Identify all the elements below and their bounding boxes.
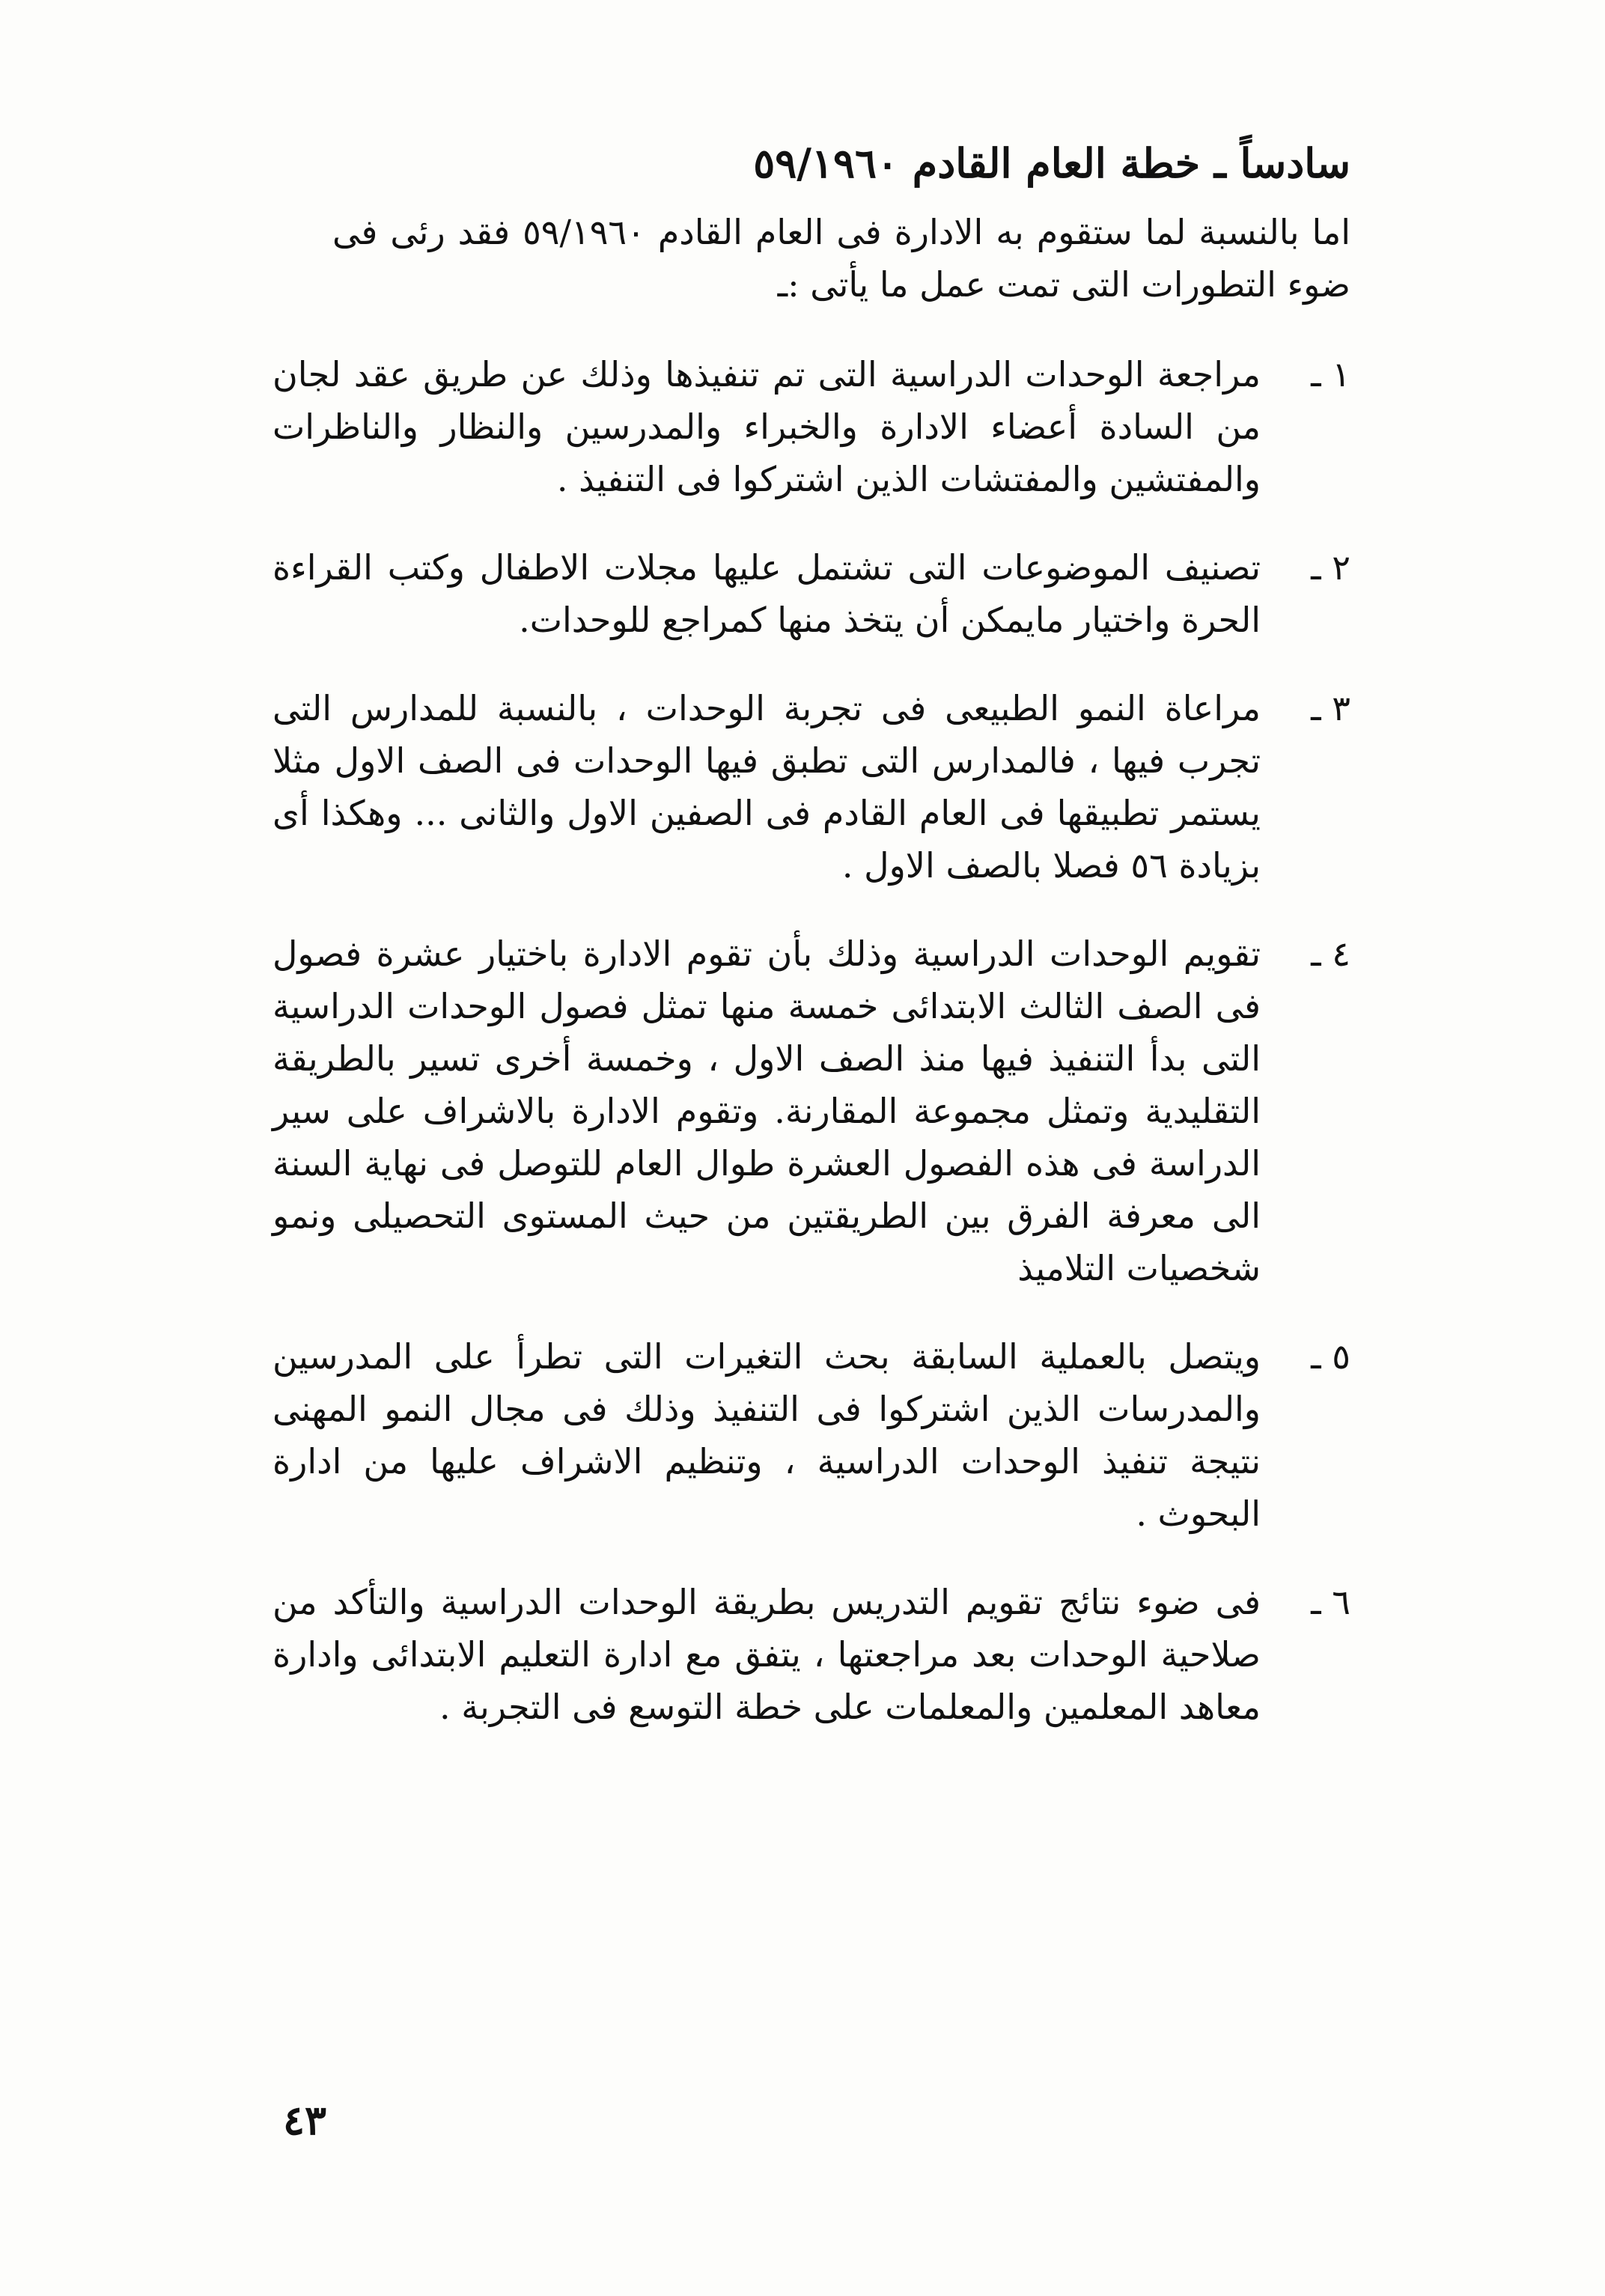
plan-item [272, 348, 1350, 505]
item-number: ٦ ـ [1311, 1582, 1350, 1622]
item-text: ويتصل بالعملية السابقة بحث التغيرات التى تطرأ على المدرسين والمدرسات الذين اشتركوا فى التنفيذ وذلك فى مجال النمو المهنى نتيجة تنفيذ الوحدات الدراسية ، وتنظيم الاشراف عليها من ادارة البحوث . [272, 1336, 1261, 1534]
item-number: ١ ـ [1311, 354, 1350, 395]
item-text: مراجعة الوحدات الدراسية التى تم تنفيذها وذلك عن طريق عقد لجان من السادة أعضاء الادارة والخبراء والمدرسين والنظار والناظرات والمفتشين والمفتشات الذين اشتركوا فى التنفيذ . [272, 354, 1261, 499]
item-text: تصنيف الموضوعات التى تشتمل عليها مجلات الاطفال وكتب القراءة الحرة واختيار مايمكن أن يتخذ منها كمراجع للوحدات. [272, 547, 1261, 640]
plan-item [272, 928, 1350, 1294]
item-number: ٥ ـ [1311, 1336, 1350, 1377]
plan-item [272, 1576, 1350, 1733]
plan-item [272, 541, 1350, 646]
intro-paragraph: اما بالنسبة لما ستقوم به الادارة فى العام القادم ٥٩/١٩٦٠ فقد رئى فى ضوء التطورات التى تمت عمل ما يأتى :ـ [332, 212, 1350, 305]
item-number: ٤ ـ [1311, 934, 1350, 974]
item-text: مراعاة النمو الطبيعى فى تجربة الوحدات ، بالنسبة للمدارس التى تجرب فيها ، فالمدارس التى تطبق فيها الوحدات فى الصف الاول مثلا يستمر تطبيقها فى العام القادم فى الصفين الاول والثانى ... وهكذا أى بزيادة ٥٦ فصلا بالصف الاول . [272, 688, 1261, 886]
section-heading: سادساً ـ خطة العام القادم ٥٩/١٩٦٠ [753, 139, 1350, 187]
item-text: تقويم الوحدات الدراسية وذلك بأن تقوم الادارة باختيار عشرة فصول فى الصف الثالث الابتدائى خمسة منها تمثل فصول الوحدات الدراسية التى بدأ التنفيذ فيها منذ الصف الاول ، وخمسة أخرى تسير بالطريقة التقليدية وتمثل مجموعة المقارنة. وتقوم الادارة بالاشراف على سير الدراسة فى هذه الفصول العشرة طوال العام للتوصل فى نهاية السنة الى معرفة الفرق بين الطريقتين من حيث المستوى التحصيلى ونمو شخصيات التلاميذ [272, 934, 1261, 1288]
item-number: ٢ ـ [1311, 547, 1350, 588]
page-content [272, 131, 1350, 1769]
plan-item [272, 1330, 1350, 1540]
item-text: فى ضوء نتائج تقويم التدريس بطريقة الوحدات الدراسية والتأكد من صلاحية الوحدات بعد مراجعتها ، يتفق مع ادارة التعليم الابتدائى وادارة معاهد المعلمين والمعلمات على خطة التوسع فى التجربة . [272, 1582, 1261, 1727]
plan-items-list [272, 348, 1350, 1733]
item-number: ٣ ـ [1311, 688, 1350, 728]
plan-item [272, 682, 1350, 892]
page-number: ٤٣ [283, 2096, 327, 2144]
